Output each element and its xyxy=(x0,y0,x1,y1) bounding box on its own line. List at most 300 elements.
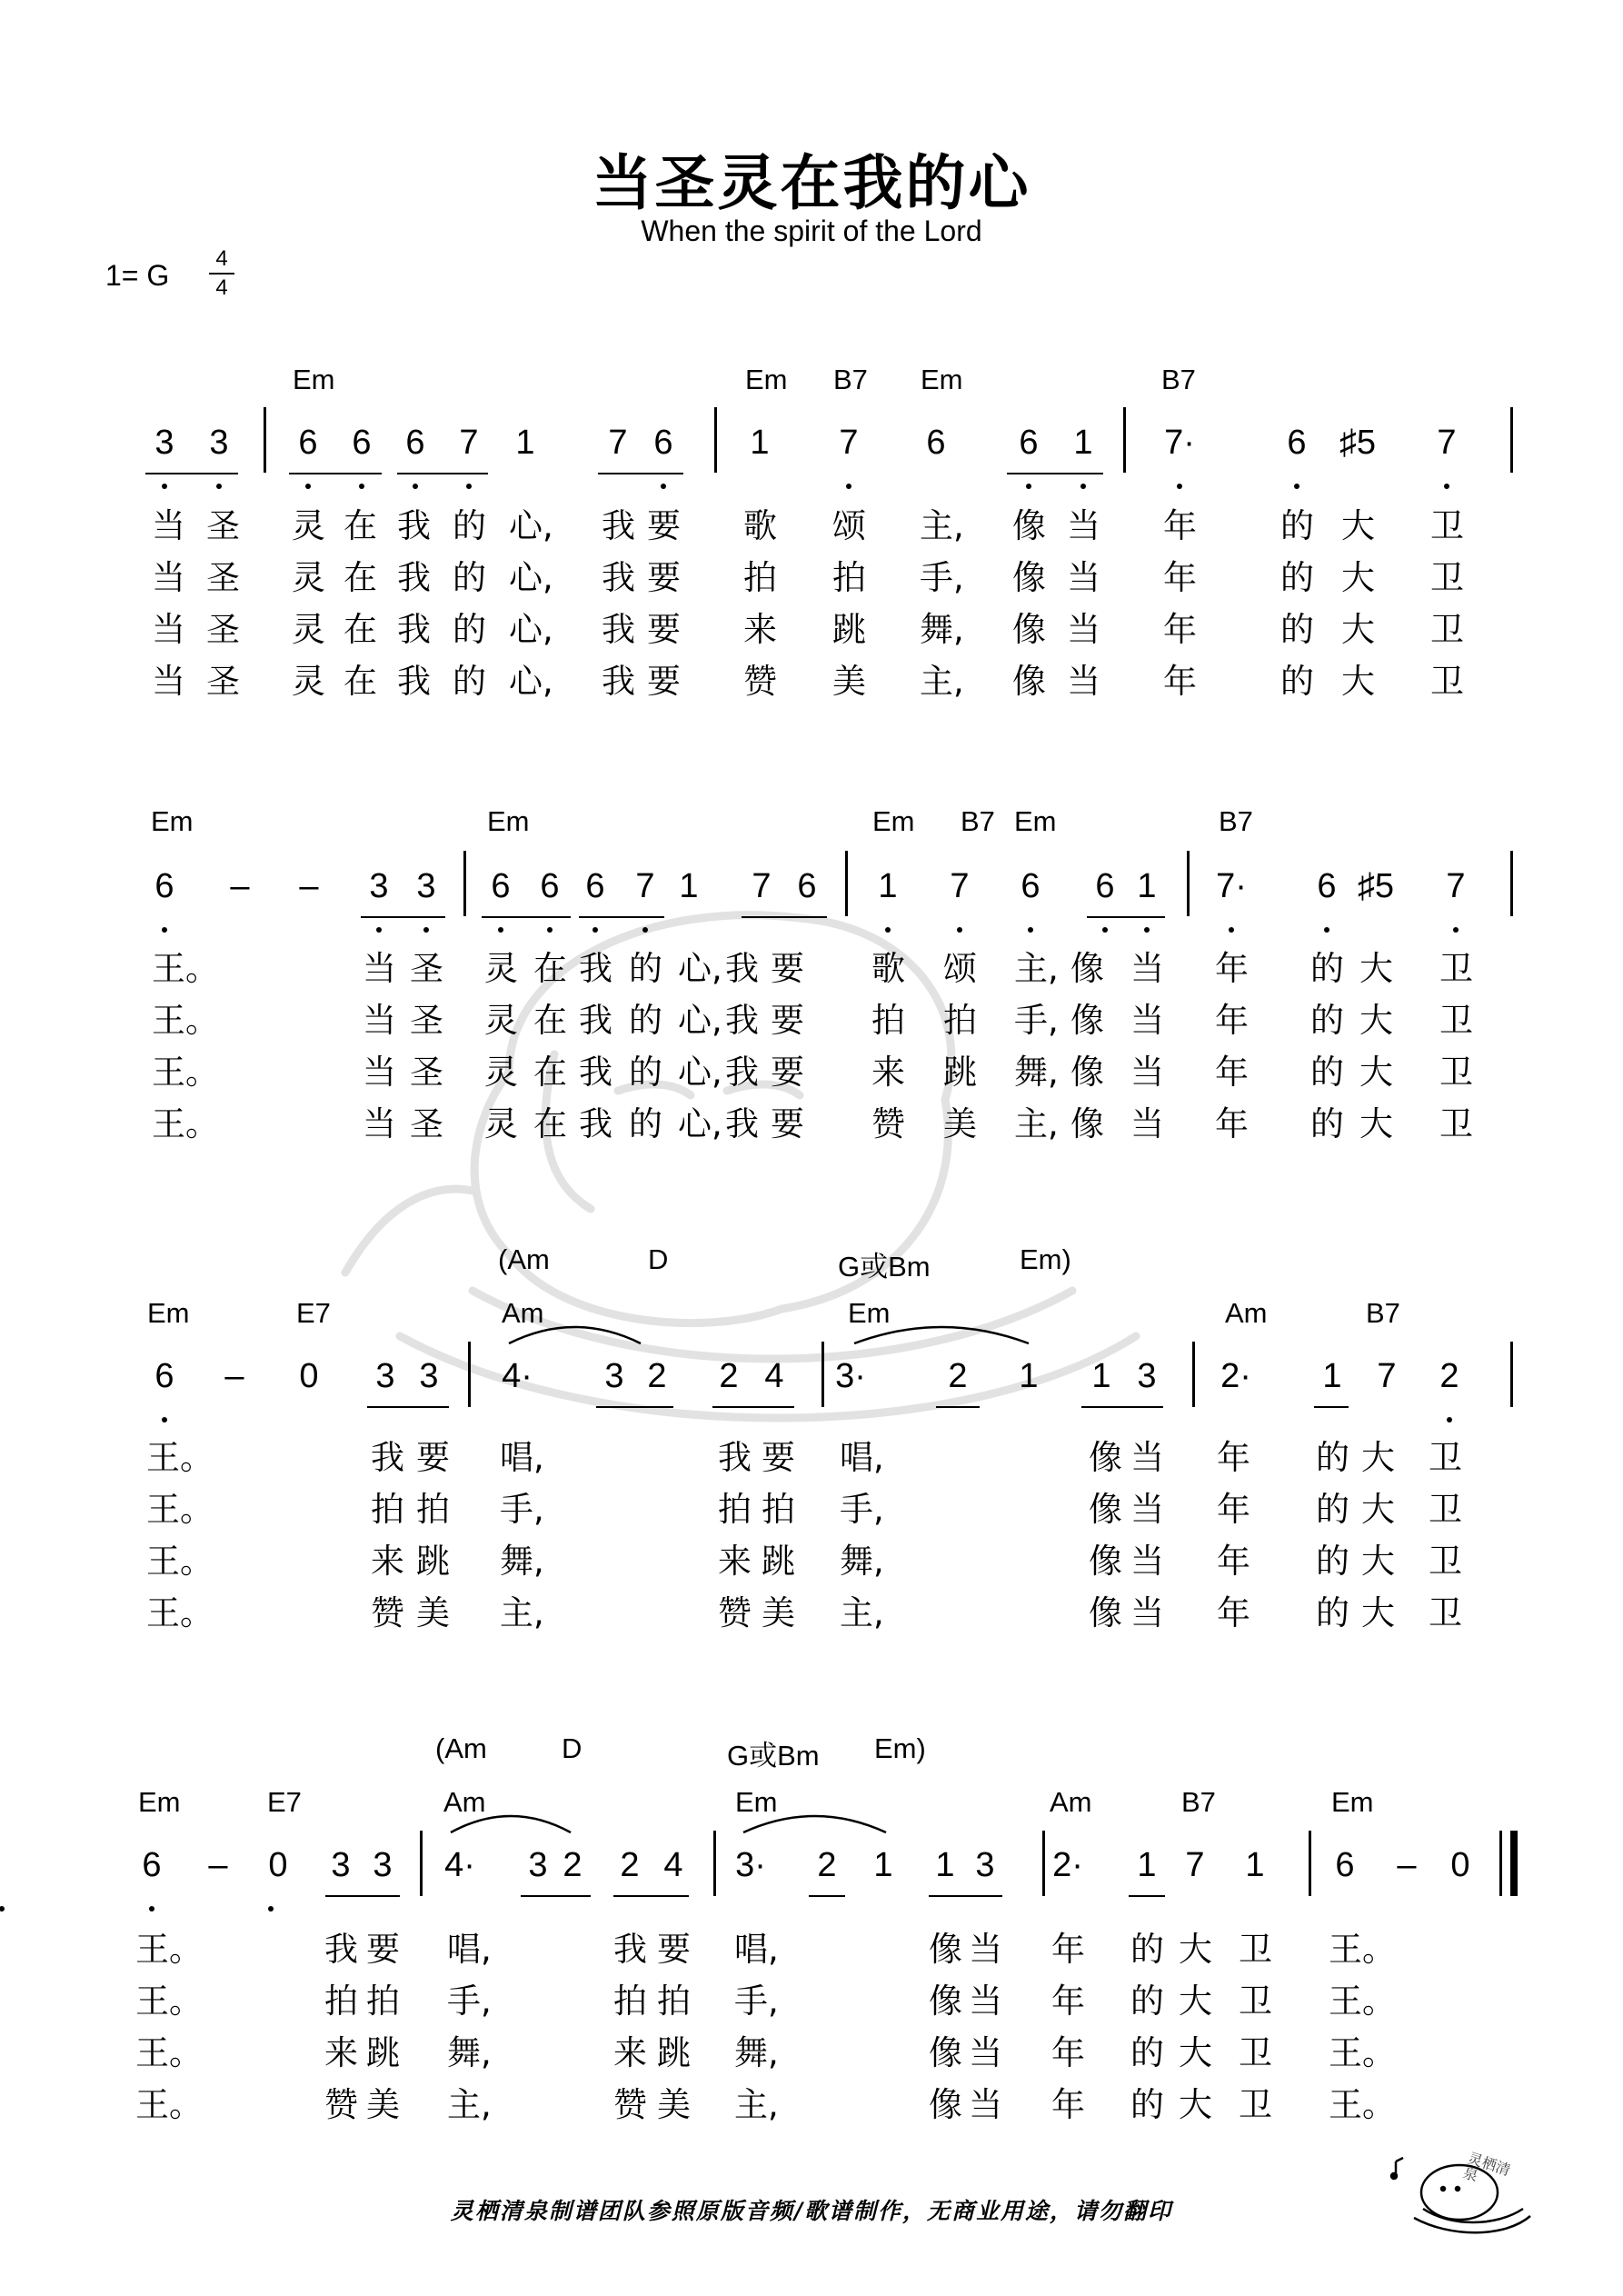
lyric-char: 跳 xyxy=(832,610,866,649)
lyric-char: 的 xyxy=(1280,506,1314,545)
lyric-char: 的 xyxy=(629,1001,662,1040)
lyric-char: 手, xyxy=(734,1982,779,2021)
note: 1 xyxy=(1019,1357,1039,1395)
note: 7 xyxy=(1437,424,1457,462)
lyric-char: 当 xyxy=(363,1104,396,1143)
lyric-char: 歌 xyxy=(743,506,777,545)
lyric-char: 灵 xyxy=(292,506,325,545)
lyric-char: 我 xyxy=(397,558,431,597)
lyric-char: 年 xyxy=(1051,2033,1085,2072)
note: 3 xyxy=(331,1846,351,1884)
lyric-char: 我 xyxy=(324,1930,358,1969)
lyric-char: 我 xyxy=(397,662,431,701)
lyric-char: 拍 xyxy=(743,558,777,597)
lyric-char: 我 xyxy=(602,558,635,597)
lyric-char: 要 xyxy=(771,949,804,988)
chord-label: Em xyxy=(147,1297,190,1329)
note: 1 xyxy=(1073,424,1093,462)
lyric-char: 王。 xyxy=(146,1593,214,1632)
lyric-char: 当 xyxy=(1067,662,1100,701)
chord-label: B7 xyxy=(1161,364,1196,395)
lyric-char: 拍 xyxy=(324,1982,358,2021)
lyric-char: 像 xyxy=(929,2085,962,2124)
lyric-char: 来 xyxy=(324,2033,358,2072)
lyric-char: 舞, xyxy=(734,2033,779,2072)
lyric-char: 我 xyxy=(725,949,759,988)
note: 7· xyxy=(1216,867,1247,905)
lyric-char: 圣 xyxy=(410,1053,443,1092)
chord-label: E7 xyxy=(267,1786,302,1818)
lyric-char: 王。 xyxy=(146,1542,214,1581)
lyric-char: 心, xyxy=(678,1053,722,1092)
lyric-char: 主, xyxy=(920,506,964,545)
lyric-char: 舞, xyxy=(840,1542,884,1581)
note: 6 xyxy=(352,424,372,462)
lyric-char: 灵 xyxy=(292,610,325,649)
lyric-char: 大 xyxy=(1361,1542,1395,1581)
lyric-char: 灵 xyxy=(484,1001,518,1040)
lyric-char: 像 xyxy=(1070,1001,1104,1040)
note: 4· xyxy=(502,1357,533,1395)
lyric-char: 的 xyxy=(453,662,486,701)
key-signature: 1= G xyxy=(105,259,170,292)
lyric-char: 年 xyxy=(1163,558,1197,597)
note: 7 xyxy=(608,424,628,462)
lyric-char: 赞 xyxy=(871,1104,905,1143)
note: 1 xyxy=(515,424,535,462)
lyric-char: 大 xyxy=(1341,506,1375,545)
lyric-char: 我 xyxy=(397,610,431,649)
lyric-char: 王。 xyxy=(152,1053,219,1092)
logo-text: 灵栖清泉 xyxy=(1460,2149,1513,2185)
lyric-char: 拍 xyxy=(832,558,866,597)
lyric-char: 心, xyxy=(678,949,722,988)
note: 3 xyxy=(375,1357,395,1395)
alt-chord-label: D xyxy=(648,1243,669,1275)
lyric-char: 像 xyxy=(1012,558,1046,597)
note: 2 xyxy=(620,1846,640,1884)
note: 7 xyxy=(635,867,655,905)
note: 3 xyxy=(209,424,229,462)
lyric-char: 的 xyxy=(1130,2085,1164,2124)
lyric-char: 大 xyxy=(1359,1053,1393,1092)
lyric-char: 圣 xyxy=(206,610,240,649)
lyric-char: 心, xyxy=(509,506,553,545)
note: 6 xyxy=(142,1846,162,1884)
note: 6 xyxy=(1019,424,1039,462)
lyric-char: 当 xyxy=(1067,558,1100,597)
note: 2 xyxy=(719,1357,739,1395)
note: 6 xyxy=(1021,867,1041,905)
lyric-char: 大 xyxy=(1359,1001,1393,1040)
lyric-char: 卫 xyxy=(1439,1053,1473,1092)
lyric-char: 当 xyxy=(152,662,185,701)
note: 3 xyxy=(1137,1357,1157,1395)
lyric-char: 王。 xyxy=(1329,1982,1396,2021)
lyric-char: 跳 xyxy=(943,1053,977,1092)
lyric-char: 要 xyxy=(771,1001,804,1040)
lyric-char: 卫 xyxy=(1430,610,1464,649)
note: – xyxy=(208,1846,228,1884)
lyric-char: 年 xyxy=(1215,1001,1249,1040)
lyric-char: 在 xyxy=(533,1001,567,1040)
lyric-char: 大 xyxy=(1359,949,1393,988)
lyric-char: 唱, xyxy=(500,1438,544,1477)
chord-label: B7 xyxy=(961,805,995,837)
lyric-char: 跳 xyxy=(366,2033,400,2072)
lyric-char: 赞 xyxy=(613,2085,647,2124)
lyric-char: 主, xyxy=(1014,1104,1059,1143)
chord-label: Em xyxy=(138,1786,181,1818)
lyric-char: 要 xyxy=(647,662,681,701)
lyric-char: 主, xyxy=(840,1593,884,1632)
lyric-char: 当 xyxy=(1130,1542,1164,1581)
lyric-char: 手, xyxy=(447,1982,492,2021)
lyric-char: 当 xyxy=(1130,1438,1164,1477)
lyric-char: 卫 xyxy=(1239,1930,1272,1969)
lyric-char: 年 xyxy=(1163,506,1197,545)
lyric-char: 歌 xyxy=(871,949,905,988)
note: 2 xyxy=(1439,1357,1459,1395)
lyric-char: 美 xyxy=(762,1593,795,1632)
lyric-char: 大 xyxy=(1179,2085,1212,2124)
lyric-char: 美 xyxy=(943,1104,977,1143)
copyright-footer: 灵栖清泉制谱团队参照原版音频/歌谱制作，无商业用途，请勿翻印 xyxy=(450,2198,1173,2224)
lyric-char: 唱, xyxy=(447,1930,492,1969)
chord-label: Am xyxy=(443,1786,486,1818)
note: 1 xyxy=(1245,1846,1265,1884)
lyric-char: 拍 xyxy=(871,1001,905,1040)
lyric-char: 我 xyxy=(718,1438,752,1477)
chord-label: B7 xyxy=(1219,805,1253,837)
lyric-char: 卫 xyxy=(1430,506,1464,545)
note: 1 xyxy=(1091,1357,1111,1395)
chord-label: Em xyxy=(1014,805,1057,837)
lyric-char: 王。 xyxy=(146,1490,214,1529)
lyric-char: 灵 xyxy=(484,1104,518,1143)
lyric-char: 我 xyxy=(579,1104,612,1143)
lyric-char: 颂 xyxy=(943,949,977,988)
lyric-char: 在 xyxy=(533,1104,567,1143)
lyric-char: 主, xyxy=(500,1593,544,1632)
sheep-logo xyxy=(1387,2136,1532,2236)
lyric-char: 的 xyxy=(629,949,662,988)
lyric-char: 王。 xyxy=(135,2085,203,2124)
note: 3 xyxy=(604,1357,624,1395)
note: 1 xyxy=(935,1846,955,1884)
note: 1 xyxy=(1137,867,1157,905)
lyric-char: 卫 xyxy=(1239,2085,1272,2124)
lyric-char: 卫 xyxy=(1429,1438,1462,1477)
note: 7 xyxy=(1185,1846,1205,1884)
lyric-char: 我 xyxy=(602,610,635,649)
lyric-char: 主, xyxy=(734,2085,779,2124)
lyric-char: 圣 xyxy=(206,662,240,701)
lyric-char: 的 xyxy=(1130,2033,1164,2072)
lyric-char: 手, xyxy=(500,1490,544,1529)
note: 1 xyxy=(750,424,770,462)
note: 7 xyxy=(1446,867,1466,905)
note: 7· xyxy=(1164,424,1195,462)
lyric-char: 在 xyxy=(533,949,567,988)
lyric-char: 来 xyxy=(371,1542,404,1581)
lyric-char: 的 xyxy=(453,558,486,597)
chord-label: B7 xyxy=(1181,1786,1216,1818)
lyric-char: 拍 xyxy=(366,1982,400,2021)
lyric-char: 要 xyxy=(657,1930,691,1969)
lyric-char: 跳 xyxy=(416,1542,450,1581)
lyric-char: 年 xyxy=(1051,2085,1085,2124)
note: 1 xyxy=(878,867,898,905)
lyric-char: 我 xyxy=(725,1053,759,1092)
note: 6 xyxy=(653,424,673,462)
lyric-char: 王。 xyxy=(146,1438,214,1477)
chord-label: Am xyxy=(502,1297,544,1329)
note: 1 xyxy=(1137,1846,1157,1884)
lyric-char: 大 xyxy=(1341,558,1375,597)
lyric-char: 舞, xyxy=(447,2033,492,2072)
lyric-char: 像 xyxy=(1089,1490,1122,1529)
lyric-char: 的 xyxy=(1310,1001,1344,1040)
note: 6 xyxy=(926,424,946,462)
lyric-char: 卫 xyxy=(1429,1490,1462,1529)
alt-chord-label: D xyxy=(562,1732,582,1764)
lyric-char: 当 xyxy=(969,1930,1002,1969)
lyric-char: 大 xyxy=(1179,2033,1212,2072)
lyric-char: 我 xyxy=(725,1001,759,1040)
lyric-char: 我 xyxy=(602,506,635,545)
lyric-char: 我 xyxy=(371,1438,404,1477)
lyric-char: 年 xyxy=(1215,949,1249,988)
chord-label: B7 xyxy=(1366,1297,1400,1329)
lyric-char: 我 xyxy=(397,506,431,545)
lyric-char: 当 xyxy=(152,558,185,597)
lyric-char: 大 xyxy=(1179,1930,1212,1969)
note: 6 xyxy=(298,424,318,462)
note: 3 xyxy=(154,424,174,462)
lyric-char: 大 xyxy=(1341,662,1375,701)
note: 2 xyxy=(563,1846,582,1884)
lyric-char: 大 xyxy=(1361,1438,1395,1477)
lyric-char: 年 xyxy=(1051,1982,1085,2021)
note: 3 xyxy=(369,867,389,905)
lyric-char: 像 xyxy=(1012,662,1046,701)
lyric-char: 王。 xyxy=(152,949,219,988)
lyric-char: 的 xyxy=(1130,1930,1164,1969)
note: 2· xyxy=(1052,1846,1083,1884)
lyric-char: 在 xyxy=(533,1053,567,1092)
lyric-char: 美 xyxy=(366,2085,400,2124)
lyric-char: 卫 xyxy=(1429,1593,1462,1632)
lyric-char: 的 xyxy=(1316,1490,1349,1529)
lyric-char: 我 xyxy=(579,1001,612,1040)
note: 2 xyxy=(817,1846,837,1884)
note: – xyxy=(224,1357,244,1395)
chord-label: Em xyxy=(151,805,194,837)
lyric-char: 灵 xyxy=(292,662,325,701)
alt-chord-label: Em) xyxy=(1020,1243,1071,1275)
lyric-char: 像 xyxy=(1070,1053,1104,1092)
note: 1 xyxy=(1322,1357,1342,1395)
lyric-char: 大 xyxy=(1361,1490,1395,1529)
note: – xyxy=(299,867,319,905)
lyric-char: 圣 xyxy=(410,1104,443,1143)
lyric-char: 的 xyxy=(1316,1593,1349,1632)
lyric-char: 拍 xyxy=(371,1490,404,1529)
chord-label: Em xyxy=(745,364,788,395)
note: 3· xyxy=(735,1846,766,1884)
lyric-char: 主, xyxy=(1014,949,1059,988)
lyric-char: 的 xyxy=(1280,662,1314,701)
note: 3 xyxy=(528,1846,548,1884)
lyric-char: 当 xyxy=(1130,1053,1164,1092)
lyric-char: 像 xyxy=(1012,506,1046,545)
note: 0 xyxy=(268,1846,288,1884)
lyric-char: 当 xyxy=(1130,1001,1164,1040)
lyric-char: 舞, xyxy=(500,1542,544,1581)
lyric-char: 主, xyxy=(447,2085,492,2124)
lyric-char: 我 xyxy=(602,662,635,701)
lyric-char: 灵 xyxy=(484,1053,518,1092)
lyric-char: 当 xyxy=(363,949,396,988)
note: 3 xyxy=(975,1846,995,1884)
note: 3 xyxy=(419,1357,439,1395)
alt-chord-label: G或Bm xyxy=(727,1740,820,1772)
lyric-char: 心, xyxy=(678,1104,722,1143)
lyric-char: 像 xyxy=(1089,1542,1122,1581)
lyric-char: 手, xyxy=(1014,1001,1059,1040)
lyric-char: 的 xyxy=(1310,1053,1344,1092)
chord-label: Em xyxy=(487,805,530,837)
note: 6 xyxy=(797,867,817,905)
lyric-char: 大 xyxy=(1179,1982,1212,2021)
note: 3 xyxy=(416,867,436,905)
lyric-char: 主, xyxy=(920,662,964,701)
note: 2 xyxy=(948,1357,968,1395)
note: 6 xyxy=(1317,867,1337,905)
lyric-char: 要 xyxy=(647,558,681,597)
lyric-char: 心, xyxy=(509,558,553,597)
note: 1 xyxy=(679,867,699,905)
lyric-char: 当 xyxy=(969,2033,1002,2072)
lyric-char: 来 xyxy=(613,2033,647,2072)
note: 4 xyxy=(663,1846,683,1884)
lyric-char: 像 xyxy=(1089,1593,1122,1632)
lyric-char: 要 xyxy=(416,1438,450,1477)
lyric-char: 大 xyxy=(1361,1593,1395,1632)
lyric-char: 当 xyxy=(152,610,185,649)
lyric-char: 赞 xyxy=(743,662,777,701)
lyric-char: 美 xyxy=(416,1593,450,1632)
lyric-char: 当 xyxy=(1067,506,1100,545)
lyric-char: 当 xyxy=(152,506,185,545)
note: 3· xyxy=(835,1357,866,1395)
note: 6 xyxy=(154,867,174,905)
lyric-char: 当 xyxy=(1067,610,1100,649)
lyric-char: 像 xyxy=(1070,1104,1104,1143)
note: 6 xyxy=(540,867,560,905)
note: 6 xyxy=(405,424,425,462)
lyric-char: 要 xyxy=(647,506,681,545)
lyric-char: 的 xyxy=(1316,1438,1349,1477)
slur xyxy=(451,1816,571,1832)
note: ♯5 xyxy=(1357,867,1395,905)
lyric-char: 的 xyxy=(629,1104,662,1143)
slur xyxy=(743,1816,886,1832)
chord-label: Am xyxy=(1050,1786,1092,1818)
lyric-char: 来 xyxy=(718,1542,752,1581)
lyric-char: 像 xyxy=(1070,949,1104,988)
lyric-char: 像 xyxy=(929,1930,962,1969)
note: 7 xyxy=(1377,1357,1397,1395)
alt-chord-label: (Am xyxy=(435,1732,487,1764)
note: 6 xyxy=(1335,1846,1355,1884)
time-signature-bottom: 4 xyxy=(215,275,228,300)
lyric-char: 大 xyxy=(1359,1104,1393,1143)
lyric-char: 当 xyxy=(969,1982,1002,2021)
lyric-char: 在 xyxy=(344,610,377,649)
lyric-char: 年 xyxy=(1051,1930,1085,1969)
lyric-char: 像 xyxy=(929,1982,962,2021)
lyric-char: 拍 xyxy=(718,1490,752,1529)
lyric-char: 要 xyxy=(366,1930,400,1969)
lyric-char: 手, xyxy=(920,558,964,597)
lyric-char: 年 xyxy=(1217,1593,1250,1632)
lyric-char: 我 xyxy=(579,949,612,988)
chord-label: Em xyxy=(921,364,963,395)
lyric-char: 卫 xyxy=(1439,949,1473,988)
lyric-char: 王。 xyxy=(135,2033,203,2072)
lyric-char: 年 xyxy=(1217,1490,1250,1529)
lyric-char: 王。 xyxy=(135,1982,203,2021)
lyric-char: 在 xyxy=(344,558,377,597)
lyric-char: 的 xyxy=(1280,610,1314,649)
lyric-char: 王。 xyxy=(152,1001,219,1040)
lyric-char: 当 xyxy=(363,1001,396,1040)
lyric-char: 心, xyxy=(509,610,553,649)
lyric-char: 像 xyxy=(1089,1438,1122,1477)
lyric-char: 拍 xyxy=(943,1001,977,1040)
lyric-char: 灵 xyxy=(292,558,325,597)
note: 4· xyxy=(444,1846,475,1884)
lyric-char: 在 xyxy=(344,506,377,545)
lyric-char: 圣 xyxy=(206,506,240,545)
lyric-char: 赞 xyxy=(324,2085,358,2124)
lyric-char: 拍 xyxy=(416,1490,450,1529)
lyric-char: 大 xyxy=(1341,610,1375,649)
lyric-char: 要 xyxy=(771,1104,804,1143)
note: 7 xyxy=(752,867,772,905)
lyric-char: 舞, xyxy=(920,610,964,649)
lyric-char: 圣 xyxy=(410,949,443,988)
note: 0 xyxy=(1450,1846,1470,1884)
lyric-char: 当 xyxy=(1130,949,1164,988)
lyric-char: 年 xyxy=(1163,662,1197,701)
lyric-char: 来 xyxy=(743,610,777,649)
lyric-char: 美 xyxy=(832,662,866,701)
lyric-char: 灵 xyxy=(484,949,518,988)
lyric-char: 来 xyxy=(871,1053,905,1092)
lyric-char: 王。 xyxy=(152,1104,219,1143)
lyric-char: 的 xyxy=(1310,949,1344,988)
lyric-char: 王。 xyxy=(1329,1930,1396,1969)
lyric-char: 拍 xyxy=(613,1982,647,2021)
note: 6 xyxy=(1095,867,1115,905)
lyric-char: 的 xyxy=(453,506,486,545)
note: 0 xyxy=(299,1357,319,1395)
song-title: 当圣灵在我的心 xyxy=(592,148,1031,218)
lyric-char: 年 xyxy=(1215,1104,1249,1143)
